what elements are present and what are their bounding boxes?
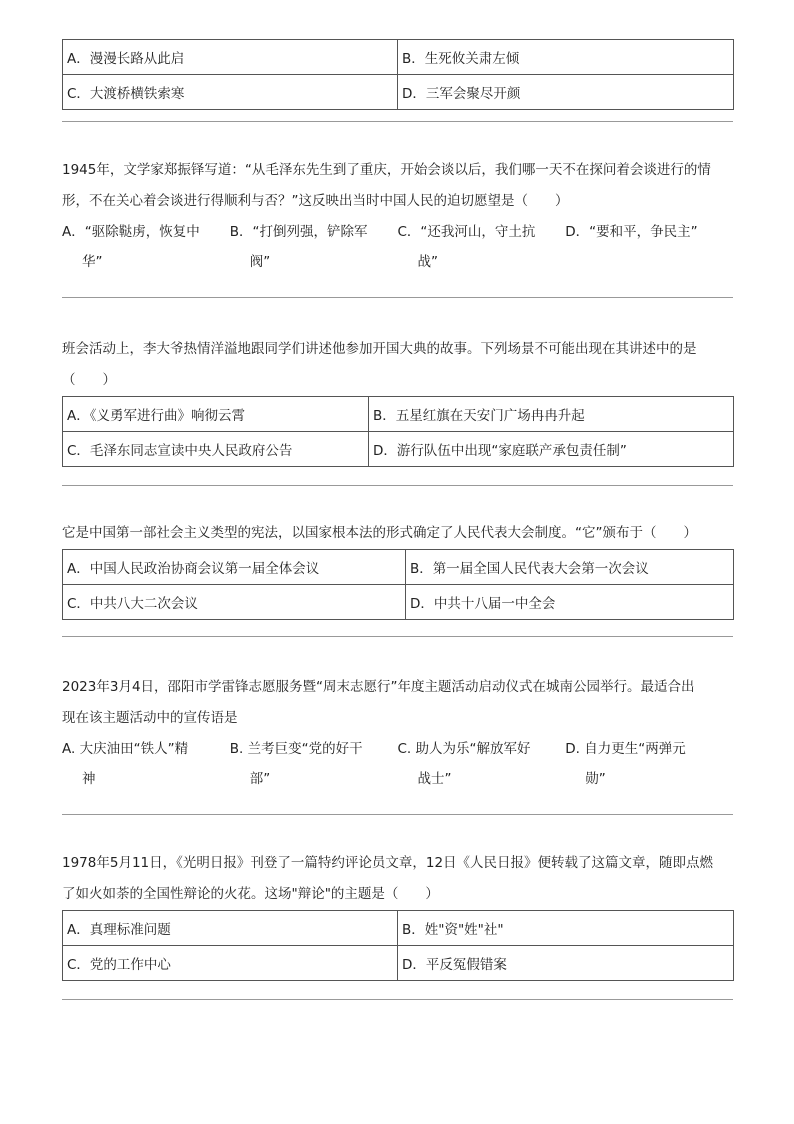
question-6	[62, 848, 733, 981]
question-divider	[62, 485, 733, 486]
option-d[interactable]	[565, 217, 733, 277]
question-divider	[62, 121, 733, 122]
question-1	[62, 39, 733, 110]
option-a[interactable]: A．漫漫长路从此启	[63, 40, 398, 75]
question-3	[62, 334, 733, 467]
option-text-cont: 战士”	[417, 771, 452, 787]
question-stem-line: 它是中国第一部社会主义类型的宪法，以国家根本法的形式确定了人民代表大会制度。“它”颁布于（ ）	[62, 525, 697, 541]
option-d[interactable]: D．平反冤假错案	[398, 946, 734, 981]
options-row	[62, 734, 733, 794]
options-table	[62, 396, 734, 467]
option-d[interactable]: D．三军会聚尽开颜	[398, 75, 734, 110]
question-stem-line: 了如火如荼的全国性辩论的火花。这场"辩论"的主题是（ ）	[62, 886, 439, 902]
option-b[interactable]: B．生死攸关肃左倾	[398, 40, 734, 75]
option-d[interactable]	[565, 734, 733, 794]
option-b[interactable]: B．姓"资"姓"社"	[398, 911, 734, 946]
question-divider	[62, 999, 733, 1000]
option-text: D．“要和平，争民主”	[565, 224, 698, 240]
option-c[interactable]	[398, 734, 566, 794]
option-b[interactable]	[230, 734, 398, 794]
option-a[interactable]	[62, 217, 230, 277]
options-table	[62, 549, 734, 620]
option-text: C. 助人为乐“解放军好	[397, 741, 531, 757]
question-stem-line: 班会活动上，李大爷热情洋溢地跟同学们讲述他参加开国大典的故事。下列场景不可能出现在其讲述中的是	[62, 341, 697, 357]
option-text: A. 大庆油田“铁人”精	[62, 741, 189, 757]
option-text-cont: 勋”	[585, 771, 606, 787]
option-b[interactable]: B．五星红旗在天安门广场冉冉升起	[369, 397, 734, 432]
option-text-cont: 部”	[249, 771, 271, 787]
question-stem-line: 现在该主题活动中的宣传语是	[62, 710, 238, 726]
option-text-cont: 阀”	[249, 254, 271, 270]
option-text: B．“打倒列强，铲除军	[229, 224, 368, 240]
option-text: A．“驱除鞑虏，恢复中	[62, 224, 200, 240]
question-stem-line: （ ）	[62, 372, 116, 388]
question-2	[62, 155, 733, 277]
option-c[interactable]: C．中共八大二次会议	[63, 585, 406, 620]
option-text: C．“还我河山，守土抗	[397, 224, 536, 240]
option-c[interactable]: C．党的工作中心	[63, 946, 398, 981]
question-divider	[62, 297, 733, 298]
option-text-cont: 神	[82, 771, 96, 787]
option-c[interactable]: C．大渡桥横铁索寒	[63, 75, 398, 110]
option-text: B. 兰考巨变“党的好干	[229, 741, 363, 757]
option-a[interactable]	[62, 734, 230, 794]
question-stem-line: 形，不在关心着会谈进行得顺利与否？”这反映出当时中国人民的迫切愿望是（ ）	[62, 193, 569, 209]
question-stem-line: 1978年5月11日，《光明日报》刊登了一篇特约评论员文章，12日《人民日报》便转载了这篇文章，随即点燃	[62, 855, 714, 871]
question-stem-line: 2023年3月4日，邵阳市学雷锋志愿服务暨“周末志愿行”年度主题活动启动仪式在城南公园举行。最适合出	[62, 679, 695, 695]
option-text-cont: 华”	[82, 254, 103, 270]
question-4	[62, 518, 733, 620]
question-divider	[62, 814, 733, 815]
options-row	[62, 217, 733, 277]
option-b[interactable]: B．第一届全国人民代表大会第一次会议	[406, 550, 734, 585]
question-stem-line: 1945年，文学家郑振铎写道：“从毛泽东先生到了重庆，开始会谈以后，我们哪一天不在探问着会谈进行的情	[62, 162, 711, 178]
options-table	[62, 910, 734, 981]
option-d[interactable]: D．游行队伍中出现“家庭联产承包责任制”	[369, 432, 734, 467]
option-d[interactable]: D．中共十八届一中全会	[406, 585, 734, 620]
option-c[interactable]	[398, 217, 566, 277]
question-5	[62, 672, 733, 794]
option-c[interactable]: C．毛泽东同志宣读中央人民政府公告	[63, 432, 369, 467]
options-table	[62, 39, 734, 110]
option-text-cont: 战”	[417, 254, 438, 270]
option-text: D. 自力更生“两弹元	[565, 741, 686, 757]
option-a[interactable]: A．《义勇军进行曲》响彻云霄	[63, 397, 369, 432]
question-divider	[62, 636, 733, 637]
option-a[interactable]: A．真理标准问题	[63, 911, 398, 946]
option-a[interactable]: A．中国人民政治协商会议第一届全体会议	[63, 550, 406, 585]
option-b[interactable]	[230, 217, 398, 277]
